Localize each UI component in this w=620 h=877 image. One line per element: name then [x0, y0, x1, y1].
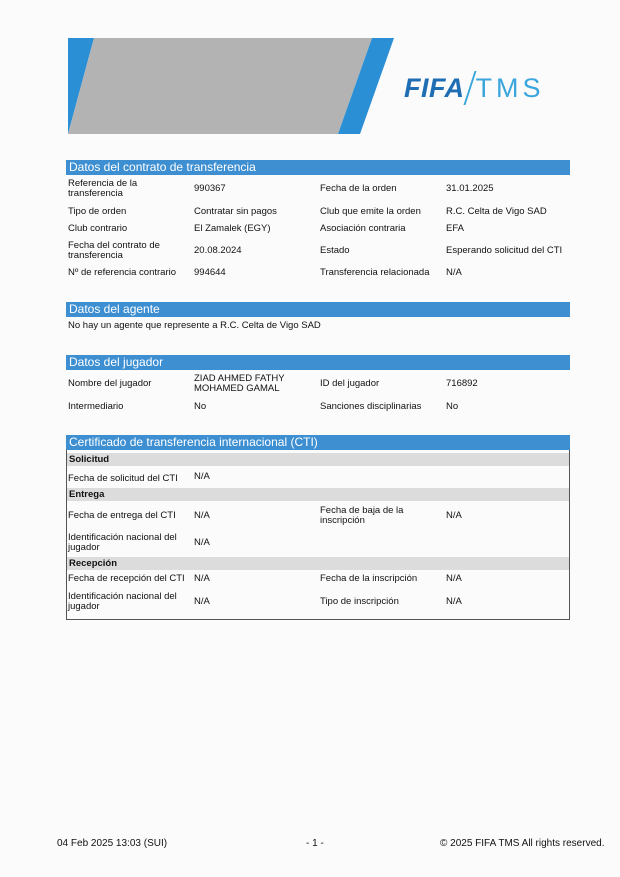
value-counter-club: El Zamalek (EGY) — [194, 223, 271, 234]
subheader-solicitud: Solicitud — [67, 453, 569, 466]
value-transfer-reference: 990367 — [194, 183, 226, 194]
value-deregistration-date: N/A — [446, 510, 462, 521]
value-status: Esperando solicitud del CTI — [446, 245, 563, 256]
footer-copyright: © 2025 FIFA TMS All rights reserved. — [440, 838, 605, 849]
section-header-cti: Certificado de transferencia internacional (CTI) — [66, 435, 570, 450]
label-registration-type: Tipo de inscripción — [320, 596, 399, 607]
label-cti-delivery-date: Fecha de entrega del CTI — [68, 510, 176, 521]
label-player-name: Nombre del jugador — [68, 378, 152, 389]
value-issuing-club: R.C. Celta de Vigo SAD — [446, 206, 547, 217]
label-cti-reception-date: Fecha de recepción del CTI — [68, 573, 185, 584]
label-deregistration-date: Fecha de baja de la inscripción — [320, 505, 404, 526]
section-header-transfer: Datos del contrato de transferencia — [66, 160, 570, 175]
label-delivery-national-id: Identificación nacional del jugador — [68, 532, 177, 553]
logo-separator — [463, 71, 476, 105]
value-disciplinary-sanctions: No — [446, 401, 459, 412]
value-order-date: 31.01.2025 — [446, 183, 494, 194]
value-counter-association: EFA — [446, 223, 464, 234]
label-intermediary: Intermediario — [68, 401, 124, 412]
label-disciplinary-sanctions: Sanciones disciplinarias — [320, 401, 422, 412]
section-header-player: Datos del jugador — [66, 355, 570, 370]
value-registration-date: N/A — [446, 573, 462, 584]
label-reception-national-id: Identificación nacional del jugador — [68, 591, 177, 612]
label-contract-date: Fecha del contrato de transferencia — [68, 240, 160, 261]
logo-tms-text: TMS — [475, 72, 545, 103]
value-cti-reception-date: N/A — [194, 573, 210, 584]
value-registration-type: N/A — [446, 596, 462, 607]
label-registration-date: Fecha de la inscripción — [320, 573, 418, 584]
footer-page-number: - 1 - — [306, 838, 324, 849]
label-player-id: ID del jugador — [320, 378, 380, 389]
agent-text: No hay un agente que represente a R.C. Celta de Vigo SAD — [68, 320, 321, 331]
value-cti-request-date: N/A — [194, 471, 210, 482]
label-counter-reference: Nº de referencia contrario — [68, 267, 177, 278]
label-issuing-club: Club que emite la orden — [320, 206, 421, 217]
value-player-name: ZIAD AHMED FATHY MOHAMED GAMAL — [194, 373, 285, 394]
banner-gray-panel — [68, 38, 372, 134]
subheader-recepcion: Recepción — [67, 557, 569, 570]
label-status: Estado — [320, 245, 350, 256]
subheader-entrega: Entrega — [67, 488, 569, 501]
section-header-agent: Datos del agente — [66, 302, 570, 317]
logo-fifa-text: FIFA — [404, 72, 465, 103]
value-order-type: Contratar sin pagos — [194, 206, 277, 217]
label-order-type: Tipo de orden — [68, 206, 127, 217]
value-intermediary: No — [194, 401, 207, 412]
value-cti-delivery-date: N/A — [194, 510, 210, 521]
value-counter-reference: 994644 — [194, 267, 226, 278]
label-related-transfer: Transferencia relacionada — [320, 267, 430, 278]
value-player-id: 716892 — [446, 378, 478, 389]
footer-date: 04 Feb 2025 13:03 (SUI) — [57, 838, 168, 849]
label-counter-association: Asociación contraria — [320, 223, 406, 234]
label-transfer-reference: Referencia de la transferencia — [68, 178, 138, 199]
fifa-tms-logo — [404, 70, 545, 106]
label-order-date: Fecha de la orden — [320, 183, 397, 194]
value-contract-date: 20.08.2024 — [194, 245, 242, 256]
label-counter-club: Club contrario — [68, 223, 128, 234]
value-reception-national-id: N/A — [194, 596, 210, 607]
label-cti-request-date: Fecha de solicitud del CTI — [68, 473, 178, 484]
value-related-transfer: N/A — [446, 267, 462, 278]
value-delivery-national-id: N/A — [194, 537, 210, 548]
